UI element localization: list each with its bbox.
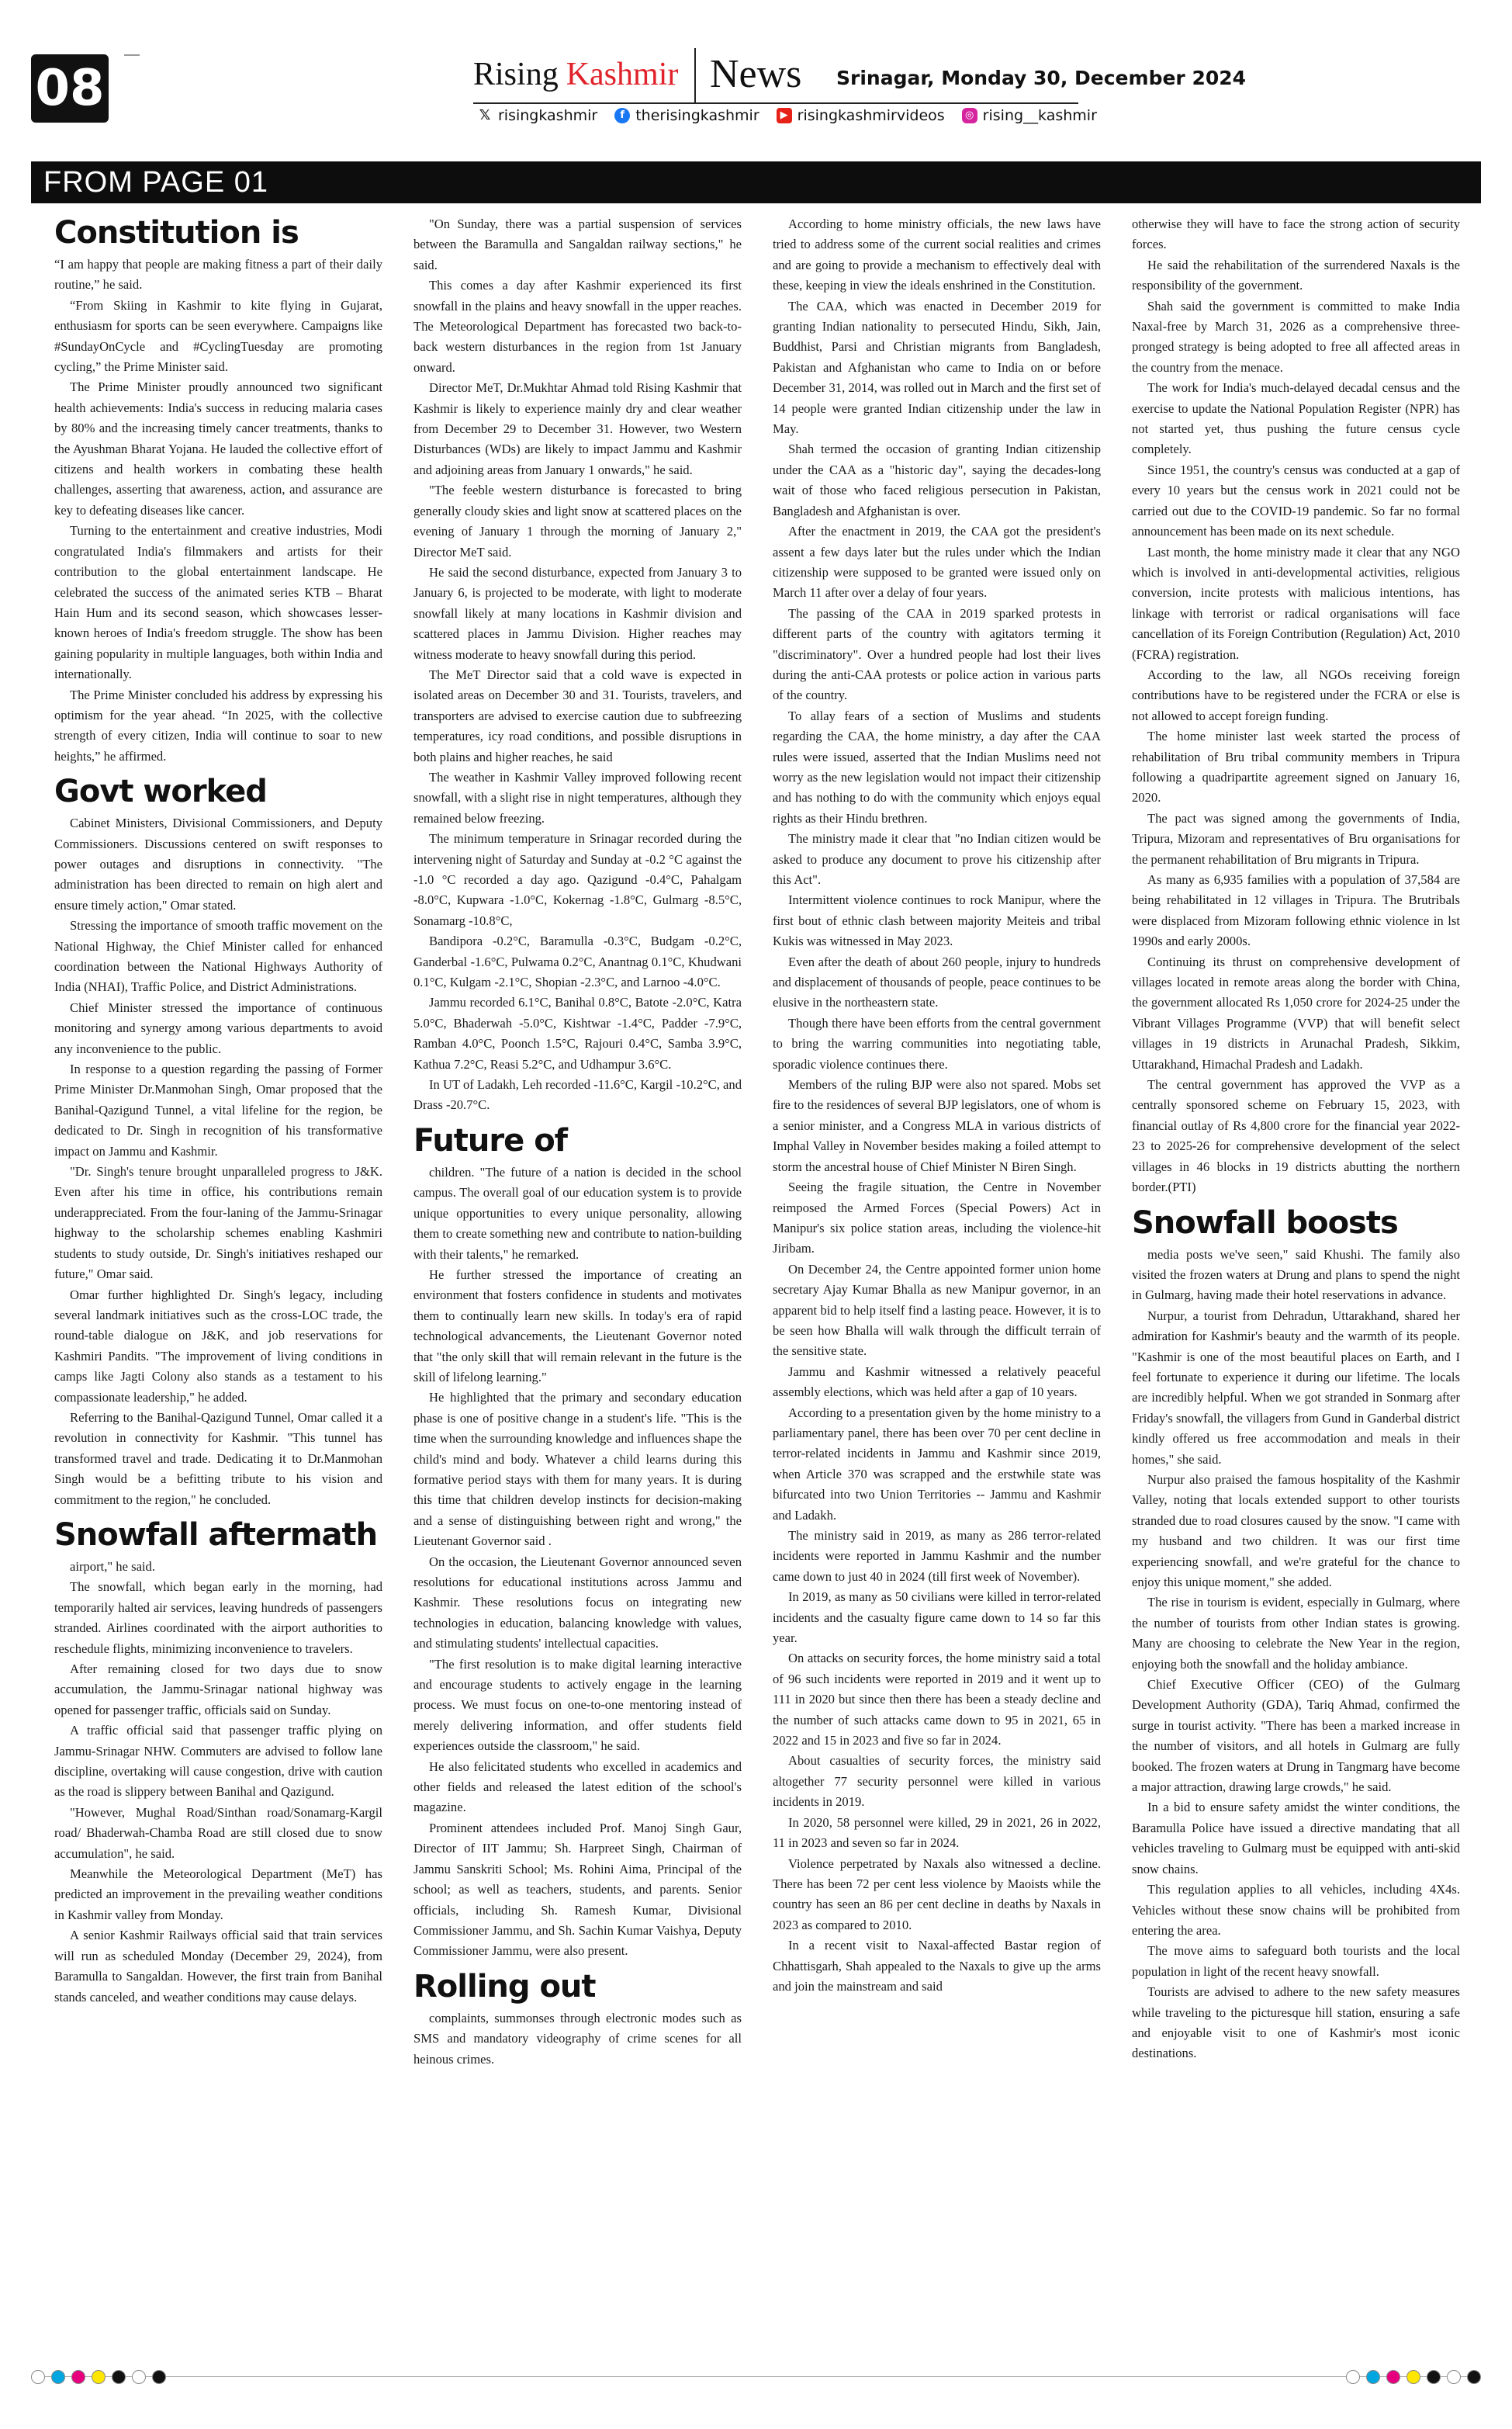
- article-paragraph: The CAA, which was enacted in December 2019 for granting Indian nationality to persecuted Hindu, Sikh, Jain, Buddhist, Parsi and Christian migrants from Bangladesh, Pakistan and Afghanistan who came to India on or before December 31, 2014, was rolled out in March and the first set of 14 people were granted Indian citizenship under the law in May.: [773, 298, 1101, 437]
- article-paragraph: Even after the death of about 260 people, injury to hundreds and displacement of thousands of people, peace continues to be elusive in the northeastern state.: [773, 954, 1101, 1010]
- article-paragraph: After the enactment in 2019, the CAA got the president's assent a few days later but the rules under which the Indian citizenship were supposed to be granted were issued only on March 11 after over a delay of four years.: [773, 524, 1101, 601]
- registration-dot: [132, 2370, 146, 2384]
- registration-line: [31, 2376, 1481, 2377]
- article-headline: Snowfall boosts: [1132, 1204, 1398, 1241]
- article-paragraph: As many as 6,935 families with a population of 37,584 are being rehabilitated in 12 villages in Tripura. The Brutribals were displaced from Mizoram following ethnic violence in lst 1990s and early 2000s.: [1132, 872, 1460, 949]
- article-paragraph: A senior Kashmir Railways official said that train services will run as scheduled Monday (December 29, 2024), from Baramulla to Sangaldan. However, the first train from Banihal stands canceled, and weather conditions may cause delays.: [54, 1928, 382, 2005]
- article-paragraph: He said the second disturbance, expected from January 3 to January 6, is projected to be moderate, with light to moderate snowfall likely at many locations in Kashmir division and scattered places in Jammu Division. Higher reaches may witness moderate to heavy snowfall during this period.: [413, 564, 742, 662]
- article-paragraph: Since 1951, the country's census was conducted at a gap of every 10 years but the census work in 2021 could not be carried out due to the COVID-19 pandemic. So far no formal announcement has been made on its next schedule.: [1132, 462, 1460, 539]
- article-paragraph: Shah termed the occasion of granting Indian citizenship under the CAA as a "historic day", saying the decades-long wait of those who faced religious persecution in Pakistan, Bangladesh and Afghanistan is over.: [773, 442, 1101, 518]
- registration-dot: [1366, 2370, 1380, 2384]
- article-paragraph: Bandipora -0.2°C, Baramulla -0.3°C, Budgam -0.2°C, Ganderbal -1.6°C, Pulwama 0.2°C, Anantnag 0.1°C, Khudwani 0.1°C, Kulgam -2.1°C, Shopian -2.3°C, and Larnoo -4.0°C.: [413, 934, 742, 990]
- article-paragraph: The Prime Minister proudly announced two significant health achievements: India's success in reducing malaria cases by 80% and the increasing timely cancer treatments, thanks to the Ayushman Bharat Yojana. He lauded the collective effort of citizens and health workers in combating these health challenges, asserting that awareness, action, and assurance are key to defeating diseases like cancer.: [54, 379, 382, 518]
- article-paragraph: In 2019, as many as 50 civilians were killed in terror-related incidents and the casualty figure came down to 14 so far this year.: [773, 1589, 1101, 1646]
- article-headline: Future of: [413, 1122, 568, 1159]
- facebook-icon: f: [614, 108, 630, 123]
- article-paragraph: Intermittent violence continues to rock Manipur, where the first bout of ethnic clash between majority Meiteis and tribal Kukis was witnessed in May 2023.: [773, 892, 1101, 949]
- article-paragraph: In UT of Ladakh, Leh recorded -11.6°C, Kargil -10.2°C, and Drass -20.7°C.: [413, 1077, 742, 1113]
- article-paragraph: The work for India's much-delayed decadal census and the exercise to update the National Population Register (NPR) has not started yet, thus pushing the future census cycle completely.: [1132, 380, 1460, 457]
- page-header: [0, 0, 1512, 155]
- article-paragraph: airport," he said.: [70, 1558, 155, 1574]
- article-paragraph: "The feeble western disturbance is forecasted to bring generally cloudy skies and light snow at scattered places on the evening of January 1 through the morning of January 2," Director MeT said.: [413, 483, 742, 560]
- crop-mark: [124, 54, 140, 56]
- article-paragraph: According to home ministry officials, the new laws have tried to address some of the current social realities and crimes and are going to provide a mechanism to effectively deal with these, keeping in view the ideals enshrined in the Constitution.: [773, 217, 1101, 293]
- article-columns: [54, 214, 1460, 2348]
- column-2: [413, 214, 742, 2348]
- article-paragraph: otherwise they will have to face the strong action of security forces.: [1132, 217, 1460, 252]
- page-number: 08: [31, 54, 109, 123]
- article-paragraph: The move aims to safeguard both tourists and the local population in light of the recent heavy snowfall.: [1132, 1943, 1460, 1979]
- registration-dot: [31, 2370, 45, 2384]
- article-paragraph: He said the rehabilitation of the surrendered Naxals is the responsibility of the government.: [1132, 257, 1460, 293]
- article-paragraph: “I am happy that people are making fitness a part of their daily routine,” he said.: [54, 257, 382, 293]
- registration-dot: [1346, 2370, 1360, 2384]
- article-paragraph: Director MeT, Dr.Mukhtar Ahmad told Rising Kashmir that Kashmir is likely to experience mainly dry and clear weather from December 29 to December 31. However, two Western Disturbances (WDs) are likely to impact Jammu and Kashmir and adjoining areas from January 1 onwards," he said.: [413, 380, 742, 477]
- registration-dot: [51, 2370, 65, 2384]
- article-paragraph: He also felicitated students who excelled in academics and other fields and released the latest edition of the school's magazine.: [413, 1759, 742, 1815]
- article-paragraph: About casualties of security forces, the ministry said altogether 77 security personnel were killed in various incidents in 2019.: [773, 1753, 1101, 1810]
- article-paragraph: "On Sunday, there was a partial suspension of services between the Baramulla and Sangaldan railway sections," he said.: [413, 217, 742, 272]
- registration-marks-left: [31, 2365, 166, 2389]
- youtube-icon: ▶: [777, 108, 792, 123]
- social-link-facebook[interactable]: [614, 107, 759, 124]
- x-icon: 𝕏: [477, 108, 493, 123]
- masthead-divider: [694, 48, 696, 102]
- social-link-instagram[interactable]: [962, 107, 1097, 124]
- article-paragraph: The weather in Kashmir Valley improved following recent snowfall, with a slight rise in night temperatures, although they remained below freezing.: [413, 769, 742, 826]
- article-paragraph: After remaining closed for two days due to snow accumulation, the Jammu-Srinagar national highway was opened for passenger traffic, officials said on Sunday.: [54, 1661, 382, 1717]
- article-paragraph: The ministry said in 2019, as many as 286 terror-related incidents were reported in Jammu Kashmir and the number came down to just 40 in 2024 (till first week of November).: [773, 1528, 1101, 1584]
- article-paragraph: Referring to the Banihal-Qazigund Tunnel, Omar called it a revolution in connectivity for Kashmir. "This tunnel has transformed travel and trade. Dedicating it to Dr.Manmohan Singh would be a befitting tribute to his vision and commitment to the region," he concluded.: [54, 1409, 382, 1507]
- registration-dot: [1406, 2370, 1420, 2384]
- article-paragraph: To allay fears of a section of Muslims and students regarding the CAA, the home ministry, a day after the CAA rules were issued, asserted that the Indian Muslims need not worry as the new legislation would not impact their citizenship and has nothing to do with the community which enjoys equal rights as their Hindu brethren.: [773, 708, 1101, 826]
- registration-dot: [1386, 2370, 1400, 2384]
- article-paragraph: In a recent visit to Naxal-affected Bastar region of Chhattisgarh, Shah appealed to the Naxals to give up the arms and join the mainstream and said: [773, 1938, 1101, 1994]
- article-paragraph: Nurpur, a tourist from Dehradun, Uttarakhand, shared her admiration for Kashmir's beauty and the warmth of its people. "Kashmir is one of the most beautiful places on Earth, and I feel fortunate to experience it during our lifetime. The locals are incredibly helpful. When we got stranded in Sonmarg after Friday's snowfall, the villagers from Gund in Ganderbal district kindly offered us free accommodation and meals in their homes," she said.: [1132, 1308, 1460, 1467]
- article-paragraph: He further stressed the importance of creating an environment that fosters confidence in students and motivates them to continually learn new skills. In today's era of rapid technological advancements, the Lieutenant Governor noted that "the only skill that will remain relevant in the future is the skill of lifelong learning.": [413, 1266, 742, 1384]
- article-paragraph: Jammu recorded 6.1°C, Banihal 0.8°C, Batote -2.0°C, Katra 5.0°C, Bhaderwah -5.0°C, Kishtwar -1.4°C, Padder -7.9°C, Ramban 4.0°C, Poonch 1.5°C, Rajouri 0.4°C, Samba 3.9°C, Kathua 7.2°C, Reasi 5.2°C, and Udhampur 3.6°C.: [413, 995, 742, 1072]
- article-paragraph: Members of the ruling BJP were also not spared. Mobs set fire to the residences of several BJP legislators, one of whom is a senior minister, and a Congress MLA in various districts of Imphal Valley in November besides making a foiled attempt to storm the ancestral house of Chief Minister N Biren Singh.: [773, 1077, 1101, 1174]
- article-paragraph: Prominent attendees included Prof. Manoj Singh Gaur, Director of IIT Jammu; Sh. Harpreet Singh, Chairman of Jammu Sanskriti School; Ms. Rohini Aima, Principal of the school; as well as teachers, students, and parents. Senior officials, including Sh. Ramesh Kumar, Divisional Commissioner Jammu, and Sh. Sachin Kumar Vaishya, Deputy Commissioner Jammu, were also present.: [413, 1820, 742, 1959]
- brand-name-rising: Rising: [473, 57, 559, 92]
- article-paragraph: complaints, summonses through electronic modes such as SMS and mandatory videography of crime scenes for all heinous crimes.: [413, 2010, 742, 2067]
- registration-dot: [1427, 2370, 1441, 2384]
- article-headline: Snowfall aftermath: [54, 1516, 378, 1553]
- registration-dot: [152, 2370, 166, 2384]
- article-paragraph: The MeT Director said that a cold wave is expected in isolated areas on December 30 and 31. Tourists, travelers, and transporters are advised to exercise caution due to subfreezing temperatures, icy road conditions, and possible disruptions in both plains and higher reaches, he said: [413, 667, 742, 764]
- registration-dot: [1447, 2370, 1461, 2384]
- registration-dot: [112, 2370, 126, 2384]
- article-paragraph: "Dr. Singh's tenure brought unparalleled progress to J&K. Even after his time in office, his contributions remain underappreciated. From the four-laning of the Jammu-Srinagar highway to the scholarship schemes enabling Kashmiri students to study outside, Dr. Singh's initiatives reshaped our future," Omar said.: [54, 1164, 382, 1282]
- article-paragraph: Though there have been efforts from the central government to bring the warring communities into negotiating table, sporadic violence continues there.: [773, 1015, 1101, 1072]
- column-3: [773, 214, 1101, 2348]
- article-paragraph: A traffic official said that passenger traffic plying on Jammu-Srinagar NHW. Commuters are advised to follow lane discipline, overtaking will cause congestion, drive with caution as the road is slippery between Banihal and Qazigund.: [54, 1723, 382, 1800]
- registration-dot: [1467, 2370, 1481, 2384]
- dateline: Srinagar, Monday 30, December 2024: [836, 67, 1247, 89]
- column-4: [1132, 214, 1460, 2348]
- article-paragraph: On the occasion, the Lieutenant Governor announced seven resolutions for educational institutions across Jammu and Kashmir. These resolutions focus on integrating new technologies in education, balancing knowledge with values, and stimulating students' intellectual capacities.: [413, 1554, 742, 1651]
- article-paragraph: This regulation applies to all vehicles, including 4X4s. Vehicles without these snow chains will be prohibited from entering the area.: [1132, 1882, 1460, 1938]
- article-paragraph: Meanwhile the Meteorological Department (MeT) has predicted an improvement in the prevailing weather conditions in Kashmir valley from Monday.: [54, 1866, 382, 1922]
- article-paragraph: Turning to the entertainment and creative industries, Modi congratulated India's filmmakers and artists for their contribution to the global entertainment landscape. He celebrated the success of the animated series KTB – Bharat Hain Hum and its second season, which showcases lesser-known heroes of India's freedom struggle. The show has been gaining popularity in multiple languages, both within India and internationally.: [54, 523, 382, 682]
- masthead-logo: [473, 56, 678, 102]
- article-paragraph: The Prime Minister concluded his address by expressing his optimism for the year ahead. “In 2025, with the collective strength of every citizen, India will continue to soar to new heights,” he affirmed.: [54, 687, 382, 764]
- social-handle: rising__kashmir: [982, 107, 1097, 124]
- article-paragraph: On December 24, the Centre appointed former union home secretary Ajay Kumar Bhalla as new Manipur governor, in an apparent bid to help itself find a lasting peace. However, it is to be seen how Bhalla will walk through the difficult terrain of the sensitive state.: [773, 1261, 1101, 1359]
- article-paragraph: Tourists are advised to adhere to the new safety measures while traveling to the picturesque hill station, ensuring a safe and enjoyable visit to one of Kashmir's most iconic destinations.: [1132, 1984, 1460, 2061]
- article-headline: Constitution is: [54, 215, 299, 251]
- article-headline: Rolling out: [413, 1968, 596, 2005]
- article-paragraph: In a bid to ensure safety amidst the winter conditions, the Baramulla Police have issued a directive mandating that all vehicles traveling to Gulmarg must be equipped with anti-skid snow chains.: [1132, 1800, 1460, 1876]
- article-paragraph: According to the law, all NGOs receiving foreign contributions have to be registered under the FCRA or else is not allowed to accept foreign funding.: [1132, 667, 1460, 723]
- article-paragraph: He highlighted that the primary and secondary education phase is one of positive change in a student's life. "This is the time when the surrounding knowledge and influences shape the child's mind and body. Whatever a child learns during this formative period stays with them for many years. It is during this time that children develop instincts for decision-making and a sense of distinguishing between right and wrong," the Lieutenant Governor said .: [413, 1390, 742, 1549]
- article-paragraph: Shah said the government is committed to make India Naxal-free by March 31, 2026 as a comprehensive three-pronged strategy is being adopted to free all affected areas in the country from the menace.: [1132, 298, 1460, 375]
- article-paragraph: "However, Mughal Road/Sinthan road/Sonamarg-Kargil road/ Bhaderwah-Chamba Road are still closed due to snow accumulation", he said.: [54, 1804, 382, 1861]
- article-paragraph: Continuing its thrust on comprehensive development of villages located in remote areas along the border with China, the government allocated Rs 1,050 crore for 2024-25 under the Vibrant Villages Programme (VVP) that will benefit select villages in 19 districts in Arunachal Pradesh, Sikkim, Uttarakhand, Himachal Pradesh and Ladakh.: [1132, 954, 1460, 1072]
- article-paragraph: The home minister last week started the process of rehabilitation of Bru tribal community members in Tripura following a quadripartite agreement signed on January 16, 2020.: [1132, 729, 1460, 806]
- social-links: [477, 104, 1097, 127]
- article-paragraph: The passing of the CAA in 2019 sparked protests in different parts of the country with agitators terming it "discriminatory". Over a hundred people had lost their lives during the anti-CAA protests or police action in various parts of the country.: [773, 605, 1101, 703]
- article-paragraph: This comes a day after Kashmir experienced its first snowfall in the plains and heavy snowfall in the upper reaches. The Meteorological Department has forecasted two back-to-back western disturbances in the region from 1st January onward.: [413, 278, 742, 375]
- article-paragraph: The central government has approved the VVP as a centrally sponsored scheme on February 15, 2023, with financial outlay of Rs 4,800 crore for the financial year 2022-23 to 2025-26 for comprehensive development of the select villages in 46 blocks in 19 districts abutting the northern border.(PTI): [1132, 1077, 1460, 1195]
- article-paragraph: On attacks on security forces, the home ministry said a total of 96 such incidents were reported in 2019 and it went up to 111 in 2020 but since then there has been a steady decline and the number of such attacks came down to 95 in 2021, 65 in 2022 and 15 in 2023 and five so far in 2024.: [773, 1651, 1101, 1748]
- article-paragraph: Chief Executive Officer (CEO) of the Gulmarg Development Authority (GDA), Tariq Ahmad, confirmed the surge in tourist activity. "There has been a marked increase in the number of visitors, and all hotels in Gulmarg are fully booked. The frozen waters at Drung in Tangmarg have become a major attraction, drawing large crowds," he said.: [1132, 1677, 1460, 1795]
- article-paragraph: Omar further highlighted Dr. Singh's legacy, including several landmark initiatives such as the cross-LOC trade, the round-table dialogue on J&K, and job reservations for Kashmiri Pandits. "The improvement of living conditions in camps like Jagti Colony also stands as a testament to his compassionate leadership," he added.: [54, 1287, 382, 1405]
- article-paragraph: Jammu and Kashmir witnessed a relatively peaceful assembly elections, which was held after a gap of 10 years.: [773, 1363, 1101, 1400]
- article-paragraph: In 2020, 58 personnel were killed, 29 in 2021, 26 in 2022, 11 in 2023 and seven so far in 2024.: [773, 1814, 1101, 1851]
- article-paragraph: Stressing the importance of smooth traffic movement on the National Highway, the Chief Minister called for enhanced coordination between the National Highways Authority of India (NHAI), Traffic Police, and District Administrations.: [54, 918, 382, 995]
- section-banner: FROM PAGE 01: [31, 161, 1481, 203]
- registration-dot: [71, 2370, 85, 2384]
- instagram-icon: ◎: [962, 108, 977, 123]
- social-link-youtube[interactable]: [777, 107, 945, 124]
- article-paragraph: The minimum temperature in Srinagar recorded during the intervening night of Saturday and Sunday at -0.2 °C against the -1.0 °C recorded a day ago. Qazigund -0.4°C, Pahalgam -8.0°C, Kupwara -1.0°C, Kokernag -1.8°C, Gulmarg -8.5°C, Sonamarg -10.8°C,: [413, 831, 742, 928]
- article-paragraph: “From Skiing in Kashmir to kite flying in Gujarat, enthusiasm for sports can be seen everywhere. Campaigns like #SundayOnCycle and #CyclingTuesday are promoting cycling,” the Prime Minister said.: [54, 297, 382, 375]
- section-name: News: [710, 52, 802, 96]
- registration-dot: [92, 2370, 106, 2384]
- article-paragraph: Chief Minister stressed the importance of continuous monitoring and synergy among various departments to avoid any inconvenience to the public.: [54, 1000, 382, 1056]
- article-paragraph: Last month, the home ministry made it clear that any NGO which is involved in anti-developmental activities, religious conversion, incite protests with malicious intentions, has linkage with terrorist or radical organisations will face cancellation of its Foreign Contribution (Regulation) Act, 2010 (FCRA) registration.: [1132, 544, 1460, 662]
- print-registration-strip: [31, 2365, 1481, 2389]
- column-1: [54, 214, 382, 2348]
- registration-marks-right: [1346, 2365, 1481, 2389]
- article-paragraph: children. "The future of a nation is decided in the school campus. The overall goal of our education system is to provide unique opportunities to every unique personality, allowing them to create something new and contribute to nation-building with their talents," he remarked.: [413, 1164, 742, 1262]
- article-paragraph: According to a presentation given by the home ministry to a parliamentary panel, there has been over 70 per cent decline in terror-related incidents in Jammu and Kashmir since 2019, when Article 370 was scrapped and the erstwhile state was bifurcated into two Union Territories -- Jammu and Kashmir and Ladakh.: [773, 1405, 1101, 1523]
- article-paragraph: Nurpur also praised the famous hospitality of the Kashmir Valley, noting that locals extended support to other tourists stranded due to road closures caused by the snow. "I came with my husband and two children. It was our first time experiencing snowfall, and we're grateful for the chance to enjoy this unique moment," she added.: [1132, 1471, 1460, 1589]
- article-paragraph: Violence perpetrated by Naxals also witnessed a decline. There has been 72 per cent less violence by Maoists while the country has seen an 86 per cent decline in deaths by Naxals in 2023 as compared to 2010.: [773, 1856, 1101, 1932]
- article-headline: Govt worked: [54, 774, 267, 810]
- social-link-x[interactable]: [477, 107, 597, 124]
- article-paragraph: The rise in tourism is evident, especially in Gulmarg, where the number of tourists from other Indian states is growing. Many are choosing to celebrate the New Year in the region, enjoying both the snowfall and the holiday ambiance.: [1132, 1595, 1460, 1672]
- social-handle: risingkashmir: [498, 107, 598, 124]
- social-handle: risingkashmirvideos: [797, 107, 945, 124]
- article-paragraph: media posts we've seen," said Khushi. The family also visited the frozen waters at Drung and plans to spend the night in Gulmarg, having made their hotel reservations in advance.: [1132, 1246, 1460, 1303]
- article-paragraph: The snowfall, which began early in the morning, had temporarily halted air services, leaving hundreds of passengers stranded. Airlines coordinated with the airport authorities to reschedule flights, minimizing inconvenience to travelers.: [54, 1579, 382, 1656]
- article-paragraph: The ministry made it clear that "no Indian citizen would be asked to produce any document to prove his citizenship after this Act".: [773, 831, 1101, 887]
- article-paragraph: "The first resolution is to make digital learning interactive and encourage students to actively engage in the learning process. We must focus on one-to-one mentoring instead of merely delivering information, and offer students field experiences outside the classroom," he said.: [413, 1656, 742, 1754]
- social-handle: therisingkashmir: [635, 107, 759, 124]
- article-paragraph: The pact was signed among the governments of India, Tripura, Mizoram and representatives of Bru organisations for the permanent rehabilitation of Bru migrants in Tripura.: [1132, 810, 1460, 867]
- article-paragraph: Cabinet Ministers, Divisional Commissioners, and Deputy Commissioners. Discussions centered on swift responses to power outages and disruptions in connectivity. "The administration has been directed to remain on high alert and ensure timely action," Omar stated.: [54, 816, 382, 913]
- brand-name-kashmir: Kashmir: [566, 57, 679, 92]
- article-paragraph: In response to a question regarding the passing of Former Prime Minister Dr.Manmohan Singh, Omar proposed that the Banihal-Qazigund Tunnel, a vital lifeline for the region, be dedicated to Dr. Singh in recognition of his transformative impact on Jammu and Kashmir.: [54, 1062, 382, 1159]
- article-paragraph: Seeing the fragile situation, the Centre in November reimposed the Armed Forces (Special Powers) Act in Manipur's six police station areas, including the violence-hit Jiribam.: [773, 1180, 1101, 1256]
